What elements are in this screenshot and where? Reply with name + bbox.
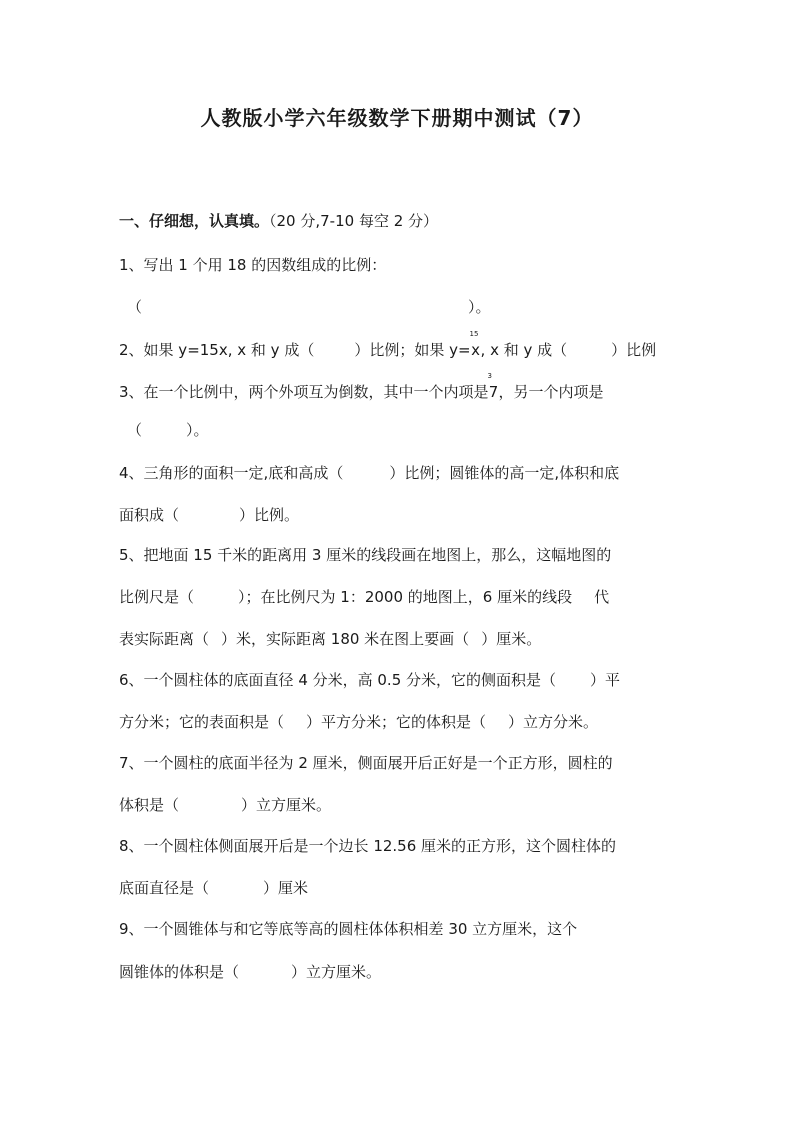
question-5-part-5: ）米，实际距离 180 米在图上要画（ bbox=[221, 630, 470, 648]
question-4-part-2: ）比例；圆锥体的高一定,体积和底 bbox=[389, 464, 620, 482]
question-6-line-2 bbox=[119, 712, 598, 732]
question-9 bbox=[119, 919, 577, 939]
fraction-numerator: 3 bbox=[487, 372, 493, 380]
question-1-answer-line bbox=[127, 297, 491, 317]
question-7-line-1: 7、一个圆柱的底面半径为 2 厘米，侧面展开后正好是一个正方形，圆柱的 bbox=[119, 754, 613, 772]
question-5-line-1: 5、把地面 15 千米的距离用 3 厘米的线段画在地图上，那么，这幅地图的 bbox=[119, 546, 612, 564]
section-1-note: （20 分,7-10 每空 2 分） bbox=[269, 212, 439, 230]
question-5 bbox=[119, 545, 611, 565]
question-2-part-4: ）比例 bbox=[611, 341, 657, 359]
question-3-part-2: ，另一个内项是 bbox=[498, 383, 604, 401]
question-5-line-3 bbox=[119, 629, 541, 649]
question-2-part-1: 2、如果 y=15x, x 和 y 成（ bbox=[119, 341, 315, 359]
question-8-line-2 bbox=[119, 878, 308, 898]
question-3-part-1: 3、在一个比例中，两个外项互为倒数，其中一个内项是 bbox=[119, 383, 489, 401]
answer-open-paren: （ bbox=[127, 421, 143, 439]
question-3 bbox=[119, 372, 604, 402]
question-4-part-1: 4、三角形的面积一定,底和高成（ bbox=[119, 464, 344, 482]
question-9-part-2: ）立方厘米。 bbox=[291, 963, 382, 981]
answer-close-paren: ）。 bbox=[468, 298, 491, 316]
fraction-numerator: 15 bbox=[469, 330, 479, 338]
question-2-part-3: , x 和 y 成（ bbox=[480, 341, 568, 359]
question-5-part-3: 代 bbox=[594, 588, 610, 606]
question-4-line-2 bbox=[119, 505, 299, 525]
section-1-title: 一、仔细想，认真填。 bbox=[119, 212, 270, 230]
question-4-part-4: ）比例。 bbox=[239, 506, 300, 524]
question-9-line-2 bbox=[119, 962, 381, 982]
question-7-part-2: ）立方厘米。 bbox=[241, 796, 332, 814]
question-6 bbox=[119, 670, 620, 690]
question-9-line-1: 9、一个圆锥体与和它等底等高的圆柱体体积相差 30 立方厘米，这个 bbox=[119, 920, 578, 938]
question-7-part-1: 体积是（ bbox=[119, 796, 180, 814]
question-5-part-4: 表实际距离（ bbox=[119, 630, 210, 648]
page-title: 人教版小学六年级数学下册期中测试（7） bbox=[200, 106, 594, 130]
fraction-denominator: x bbox=[471, 341, 480, 359]
question-5-line-2 bbox=[119, 587, 609, 607]
fraction-denominator: 7 bbox=[488, 383, 499, 401]
question-4-part-3: 面积成（ bbox=[119, 506, 180, 524]
fraction bbox=[469, 330, 481, 360]
answer-close-paren: ）。 bbox=[186, 421, 209, 439]
question-6-part-5: ）立方分米。 bbox=[508, 713, 599, 731]
question-8 bbox=[119, 836, 616, 856]
question-9-part-1: 圆锥体的体积是（ bbox=[119, 963, 240, 981]
question-3-answer-line bbox=[127, 420, 209, 440]
question-8-part-1: 底面直径是（ bbox=[119, 879, 210, 897]
question-5-part-6: ）厘米。 bbox=[481, 630, 542, 648]
question-6-part-2: ）平 bbox=[590, 671, 621, 689]
question-2 bbox=[119, 330, 657, 360]
answer-open-paren: （ bbox=[127, 298, 143, 316]
question-1-text: 1、写出 1 个用 18 的因数组成的比例： bbox=[119, 256, 387, 274]
section-1-heading bbox=[119, 211, 438, 231]
question-2-part-2: ）比例；如果 y= bbox=[354, 341, 471, 359]
question-6-part-3: 方分米；它的表面积是（ bbox=[119, 713, 285, 731]
question-4 bbox=[119, 463, 619, 483]
question-8-line-1: 8、一个圆柱体侧面展开后是一个边长 12.56 厘米的正方形，这个圆柱体的 bbox=[119, 837, 617, 855]
question-6-part-1: 6、一个圆柱体的底面直径 4 分米，高 0.5 分米，它的侧面积是（ bbox=[119, 671, 557, 689]
question-6-part-4: ）平方分米；它的体积是（ bbox=[306, 713, 487, 731]
question-7 bbox=[119, 753, 613, 773]
question-5-part-1: 比例尺是（ bbox=[119, 588, 195, 606]
question-7-line-2 bbox=[119, 795, 331, 815]
question-8-part-2: ）厘米 bbox=[263, 879, 309, 897]
question-1 bbox=[119, 255, 386, 275]
question-5-part-2: ）；在比例尺为 1：2000 的地图上，6 厘米的线段 bbox=[238, 588, 573, 606]
fraction bbox=[487, 372, 499, 402]
